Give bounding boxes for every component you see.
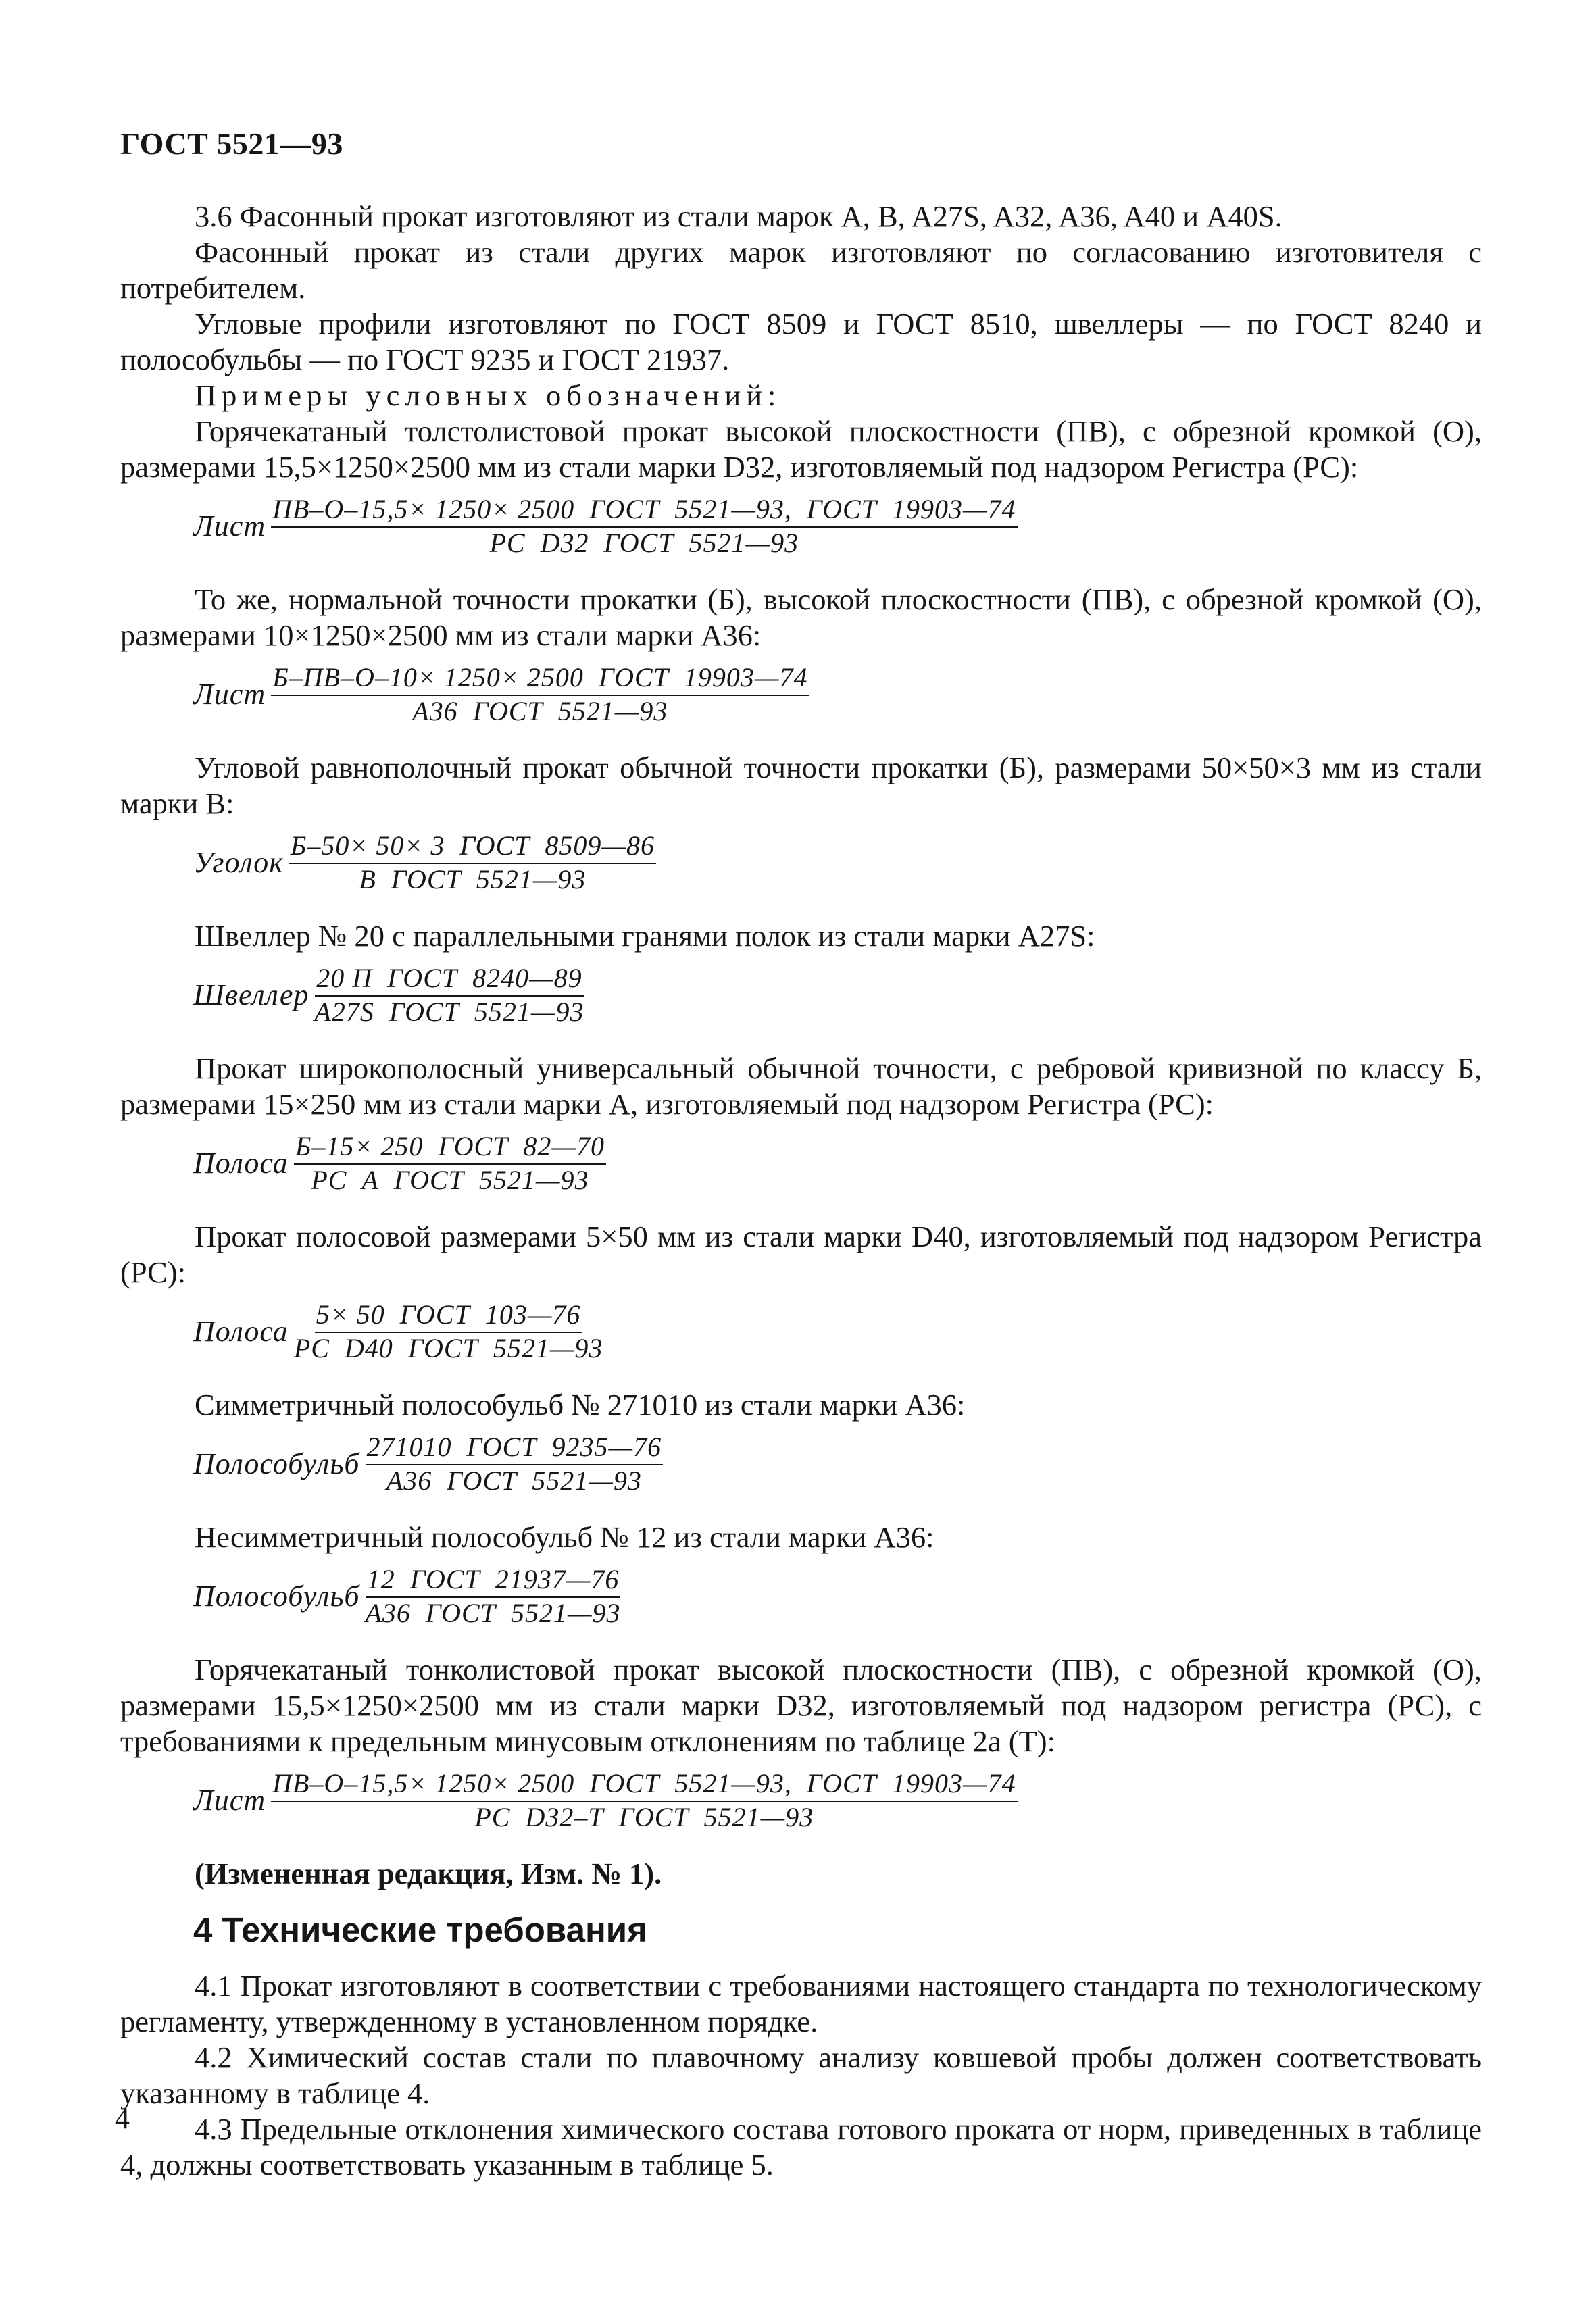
section-title: 4 Технические требования	[193, 1911, 647, 1949]
paragraph: 3.6 Фасонный прокат изготовляют из стали марок A, B, A27S, A32, A36, A40 и A40S.	[195, 199, 1282, 233]
paragraph: Горячекатаный толстолистовой прокат высокой плоскостности (ПВ), с обрезной кромкой (О), размерами 15,5×1250×2500 мм из стали марки D32, изготовляемый под надзором Регистра (РС):	[120, 414, 1482, 484]
paragraph: Прокат полосовой размерами 5×50 мм из стали марки D40, изготовляемый под надзором Регистра (РС):	[120, 1219, 1482, 1289]
paragraph: Несимметричный полособульб № 12 из стали марки A36:	[195, 1520, 934, 1554]
designation-formula	[193, 1565, 1482, 1628]
formula-denominator: РС D32 ГОСТ 5521—93	[489, 528, 799, 558]
formula-label: Полособульб	[193, 1447, 360, 1480]
formula-numerator: Б–15× 250 ГОСТ 82—70	[294, 1132, 606, 1165]
designation-formula	[193, 495, 1482, 557]
formula-fraction	[294, 1132, 606, 1194]
paragraph: Швеллер № 20 с параллельными гранями полок из стали марки A27S:	[195, 919, 1095, 953]
paragraph: Фасонный прокат из стали других марок изготовляют по согласованию изготовителя с потребителем.	[120, 235, 1482, 305]
formula-numerator: 271010 ГОСТ 9235—76	[366, 1432, 664, 1465]
formula-numerator: Б–50× 50× 3 ГОСТ 8509—86	[289, 831, 656, 864]
paragraph: 4.3 Предельные отклонения химического состава готового проката от норм, приведенных в таблице 4, должны соответствовать указанным в таблице 5.	[120, 2112, 1482, 2182]
formula-label: Полоса	[193, 1147, 289, 1180]
formula-numerator: ПВ–О–15,5× 1250× 2500 ГОСТ 5521—93, ГОСТ 19903—74	[271, 495, 1017, 528]
formula-denominator: B ГОСТ 5521—93	[359, 864, 587, 895]
formula-numerator: 20 П ГОСТ 8240—89	[315, 963, 584, 997]
formula-label: Лист	[193, 1784, 266, 1817]
formula-denominator: A36 ГОСТ 5521—93	[386, 1465, 642, 1496]
formula-fraction	[366, 1432, 664, 1495]
paragraph: Угловые профили изготовляют по ГОСТ 8509 и ГОСТ 8510, швеллеры — по ГОСТ 8240 и полособульбы — по ГОСТ 9235 и ГОСТ 21937.	[120, 307, 1482, 376]
formula-fraction	[271, 663, 809, 726]
designation-formula	[193, 1300, 1482, 1363]
formula-numerator: Б–ПВ–О–10× 1250× 2500 ГОСТ 19903—74	[271, 663, 809, 696]
designation-formula	[193, 963, 1482, 1026]
formula-fraction	[271, 495, 1017, 557]
designation-formula	[193, 663, 1482, 726]
revision-note: (Измененная редакция, Изм. № 1).	[195, 1857, 662, 1890]
formula-numerator: 5× 50 ГОСТ 103—76	[315, 1300, 582, 1333]
formula-fraction	[366, 1565, 621, 1628]
formula-fraction	[289, 831, 656, 894]
formula-denominator: РС D40 ГОСТ 5521—93	[293, 1333, 603, 1363]
formula-fraction	[294, 1300, 603, 1363]
formula-label: Лист	[193, 509, 266, 543]
formula-denominator: РС D32–Т ГОСТ 5521—93	[474, 1802, 814, 1832]
paragraph: То же, нормальной точности прокатки (Б), высокой плоскостности (ПВ), с обрезной кромкой (О), размерами 10×1250×2500 мм из стали марки A36:	[120, 582, 1482, 652]
paragraph: 4.1 Прокат изготовляют в соответствии с требованиями настоящего стандарта по технологическому регламенту, утвержденному в установленном порядке.	[120, 1969, 1482, 2038]
paragraph: Горячекатаный тонколистовой прокат высокой плоскостности (ПВ), с обрезной кромкой (О), размерами 15,5×1250×2500 мм из стали марки D32, изготовляемый под надзором регистра (РС), с требованиями к предельным минусовым отклонениям по таблице 2а (Т):	[120, 1653, 1482, 1758]
paragraph: 4.2 Химический состав стали по плавочному анализу ковшевой пробы должен соответствовать указанному в таблице 4.	[120, 2040, 1482, 2110]
formula-numerator: ПВ–О–15,5× 1250× 2500 ГОСТ 5521—93, ГОСТ 19903—74	[271, 1769, 1017, 1802]
document-body	[120, 199, 1482, 2183]
formula-denominator: A27S ГОСТ 5521—93	[314, 997, 584, 1027]
paragraph: Симметричный полособульб № 271010 из стали марки A36:	[195, 1388, 966, 1422]
formula-denominator: A36 ГОСТ 5521—93	[412, 696, 668, 726]
examples-heading: Примеры условных обозначений:	[195, 378, 782, 412]
page-number: 4	[115, 2102, 130, 2135]
designation-formula	[193, 1132, 1482, 1194]
paragraph: Прокат широкополосный универсальный обычной точности, с ребровой кривизной по классу Б, размерами 15×250 мм из стали марки А, изготовляемый под надзором Регистра (РС):	[120, 1051, 1482, 1121]
designation-formula	[193, 1769, 1482, 1832]
formula-label: Уголок	[193, 846, 284, 879]
formula-label: Лист	[193, 678, 266, 711]
formula-fraction	[314, 963, 584, 1026]
paragraph: Угловой равнополочный прокат обычной точности прокатки (Б), размерами 50×50×3 мм из стали марки B:	[120, 751, 1482, 820]
formula-label: Полособульб	[193, 1580, 360, 1613]
formula-label: Полоса	[193, 1315, 289, 1348]
formula-fraction	[271, 1769, 1017, 1832]
designation-formula	[193, 831, 1482, 894]
designation-formula	[193, 1432, 1482, 1495]
formula-denominator: РС А ГОСТ 5521—93	[311, 1165, 589, 1195]
formula-numerator: 12 ГОСТ 21937—76	[366, 1565, 621, 1598]
formula-label: Швеллер	[193, 978, 309, 1011]
document-header: ГОСТ 5521—93	[120, 126, 343, 161]
formula-denominator: A36 ГОСТ 5521—93	[365, 1598, 621, 1628]
